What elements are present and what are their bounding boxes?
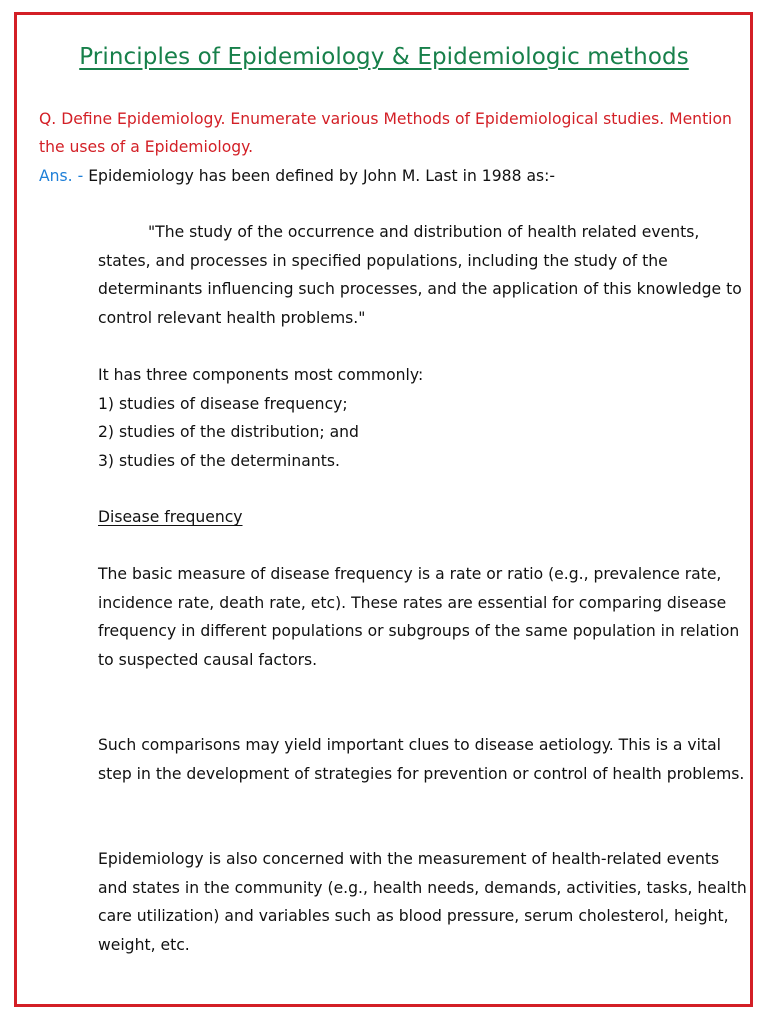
answer-intro [39,162,739,190]
question-text: Q. Define Epidemiology. Enumerate various Methods of Epidemiological studies. Mention the uses of a Epidemiology. [39,110,732,156]
paragraph: Epidemiology is also concerned with the measurement of health-related events and states in the community (e.g., health needs, demands, activities, tasks, health care utilization) and variables such as blood pressure, serum cholesterol, height, weight, etc. [98,850,747,954]
answer-label: Ans. - [39,167,84,185]
paragraph: The basic measure of disease frequency is a rate or ratio (e.g., prevalence rate, incidence rate, death rate, etc). These rates are essential for comparing disease frequency in different populations or subgroups of the same population in relation to suspected causal factors. [98,565,740,669]
list-item: 2) studies of the distribution; and [98,423,359,441]
components-intro: It has three components most commonly: [98,366,424,384]
components-list [98,361,748,475]
list-item: 3) studies of the determinants. [98,451,340,470]
answer-intro-text: Epidemiology has been defined by John M. Last in 1988 as:- [88,167,556,185]
definition-quote: "The study of the occurrence and distribution of health related events, states, and processes in specified populations, including the study of the determinants influencing such processes, and the application of this knowledge to control relevant health problems." [98,223,742,327]
list-item: 1) studies of disease frequency; [98,394,348,413]
section-heading: Disease frequency [98,508,243,526]
page-title: Principles of Epidemiology & Epidemiologic methods [79,44,689,70]
paragraph: Such comparisons may yield important clues to disease aetiology. This is a vital step in the development of strategies for prevention or control of health problems. [98,736,745,783]
